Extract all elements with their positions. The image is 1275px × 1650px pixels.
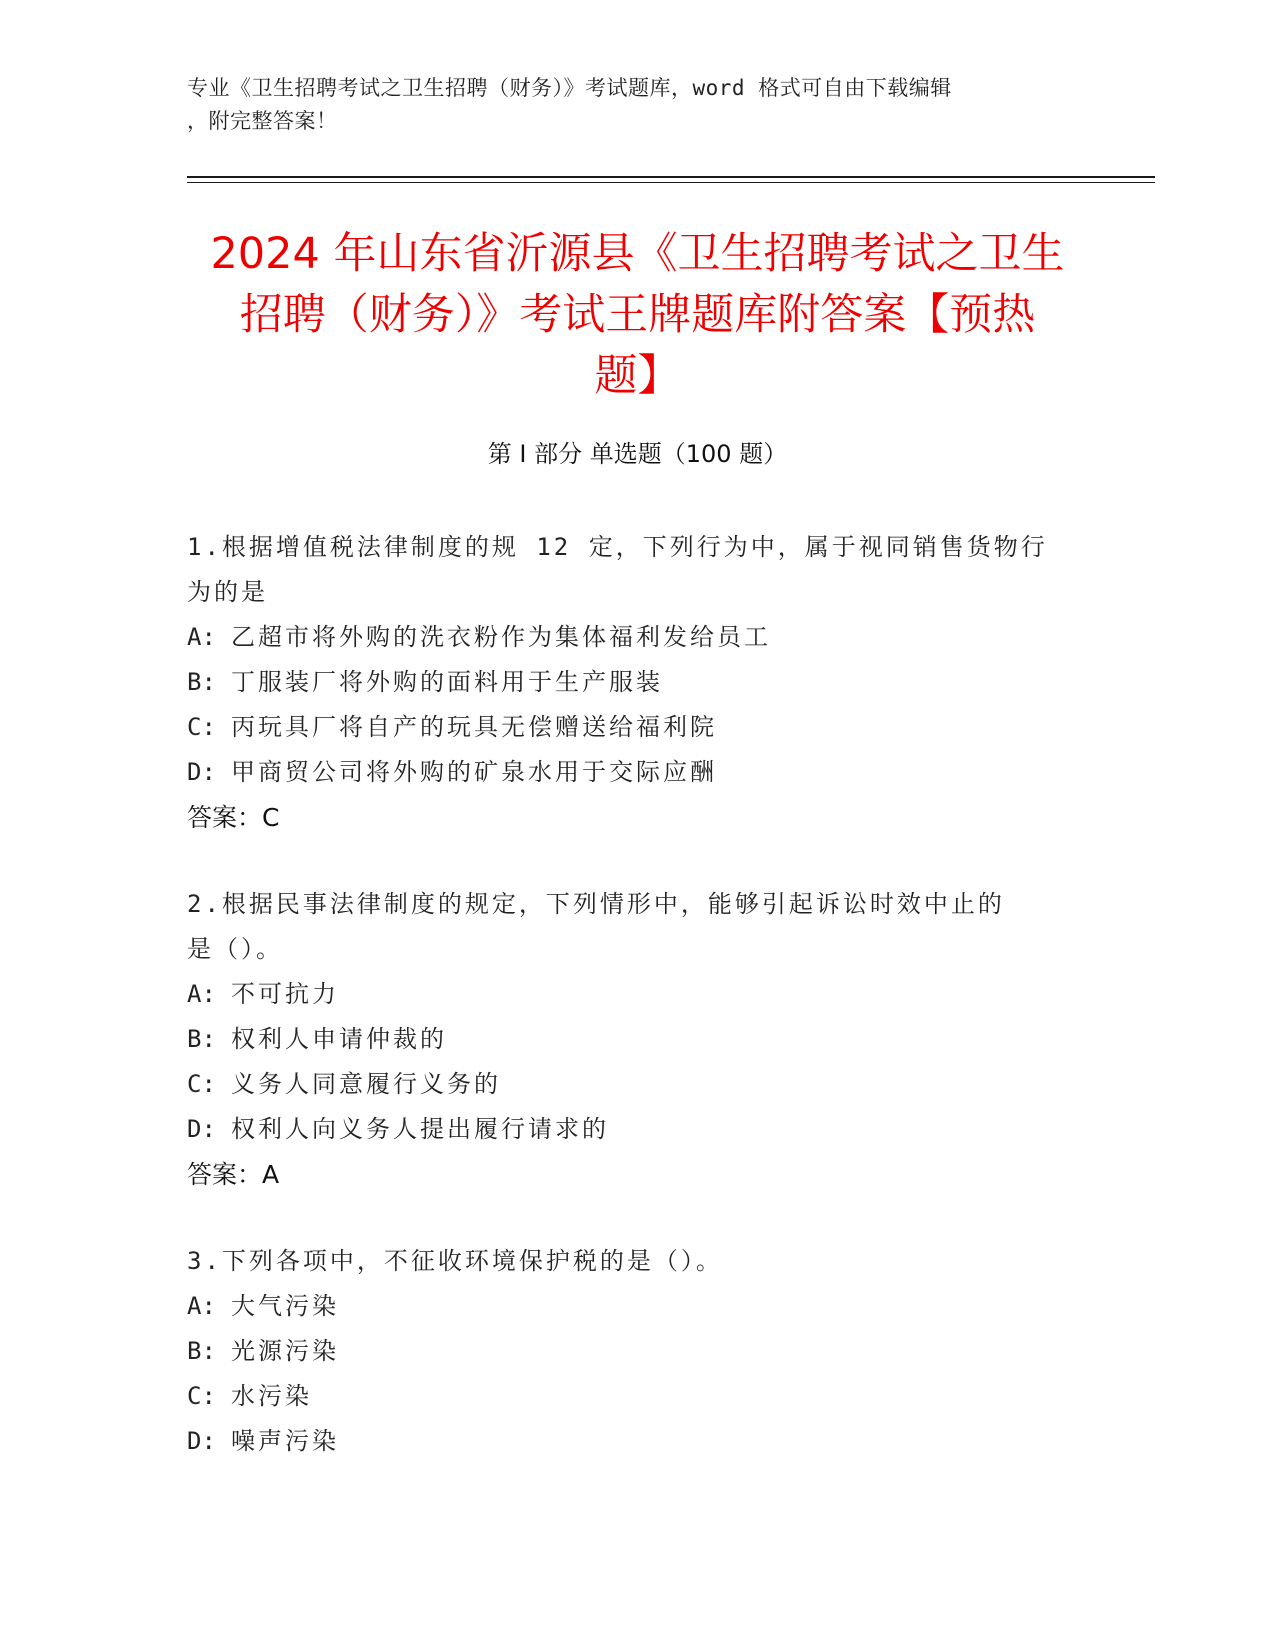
question-stem-continued: 为的是 [187, 578, 268, 606]
option-d [187, 1107, 1077, 1152]
option-text: 噪声污染 [231, 1427, 339, 1455]
header-divider-thick [187, 176, 1155, 178]
option-letter: C: [187, 713, 216, 741]
option-c [187, 1062, 1077, 1107]
option-text: 权利人申请仲裁的 [231, 1025, 447, 1053]
question-3 [187, 1239, 1077, 1464]
option-text: 丁服装厂将外购的面料用于生产服装 [231, 668, 663, 696]
option-letter: D: [187, 1427, 216, 1455]
option-letter: B: [187, 1337, 216, 1365]
option-text: 丙玩具厂将自产的玩具无偿赠送给福利院 [231, 713, 717, 741]
document-title [150, 224, 1125, 407]
question-1 [187, 525, 1077, 840]
option-b [187, 1329, 1077, 1374]
header-note-line-2: ，附完整答案！ [187, 109, 338, 133]
option-text: 义务人同意履行义务的 [231, 1070, 501, 1098]
option-letter: A: [187, 980, 216, 1008]
option-b [187, 660, 1077, 705]
option-letter: A: [187, 1292, 216, 1320]
header-note-line-1: 专业《卫生招聘考试之卫生招聘（财务）》考试题库，word 格式可自由下载编辑 [187, 76, 952, 100]
option-d [187, 1419, 1077, 1464]
option-letter: C: [187, 1070, 216, 1098]
option-letter: C: [187, 1382, 216, 1410]
option-text: 大气污染 [231, 1292, 339, 1320]
option-text: 不可抗力 [231, 980, 339, 1008]
document-title-line-1: 2024 年山东省沂源县《卫生招聘考试之卫生 [210, 229, 1065, 279]
option-letter: B: [187, 668, 216, 696]
question-stem: 3.下列各项中，不征收环境保护税的是（）。 [187, 1247, 723, 1275]
question-list [187, 525, 1077, 1506]
header-note [187, 72, 1067, 138]
option-b [187, 1017, 1077, 1062]
question-2 [187, 882, 1077, 1197]
question-stem-continued: 是（）。 [187, 935, 283, 963]
option-letter: D: [187, 758, 216, 786]
option-c [187, 705, 1077, 750]
option-letter: D: [187, 1115, 216, 1143]
option-letter: A: [187, 623, 216, 651]
option-text: 乙超市将外购的洗衣粉作为集体福利发给员工 [231, 623, 771, 651]
question-stem: 1.根据增值税法律制度的规 12 定，下列行为中，属于视同销售货物行 [187, 533, 1048, 561]
option-text: 水污染 [231, 1382, 312, 1410]
option-text: 光源污染 [231, 1337, 339, 1365]
option-c [187, 1374, 1077, 1419]
section-title: 第 I 部分 单选题（100 题） [487, 440, 788, 468]
option-text: 权利人向义务人提出履行请求的 [231, 1115, 609, 1143]
header-divider-thin [187, 182, 1155, 183]
option-letter: B: [187, 1025, 216, 1053]
option-a [187, 972, 1077, 1017]
option-a [187, 615, 1077, 660]
question-stem: 2.根据民事法律制度的规定，下列情形中，能够引起诉讼时效中止的 [187, 890, 1005, 918]
answer-label: 答案：C [187, 803, 280, 832]
option-a [187, 1284, 1077, 1329]
document-title-line-3: 题】 [594, 351, 681, 401]
document-title-line-2: 招聘（财务）》考试王牌题库附答案【预热 [239, 290, 1036, 340]
option-d [187, 750, 1077, 795]
answer-label: 答案：A [187, 1160, 280, 1189]
option-text: 甲商贸公司将外购的矿泉水用于交际应酬 [231, 758, 717, 786]
